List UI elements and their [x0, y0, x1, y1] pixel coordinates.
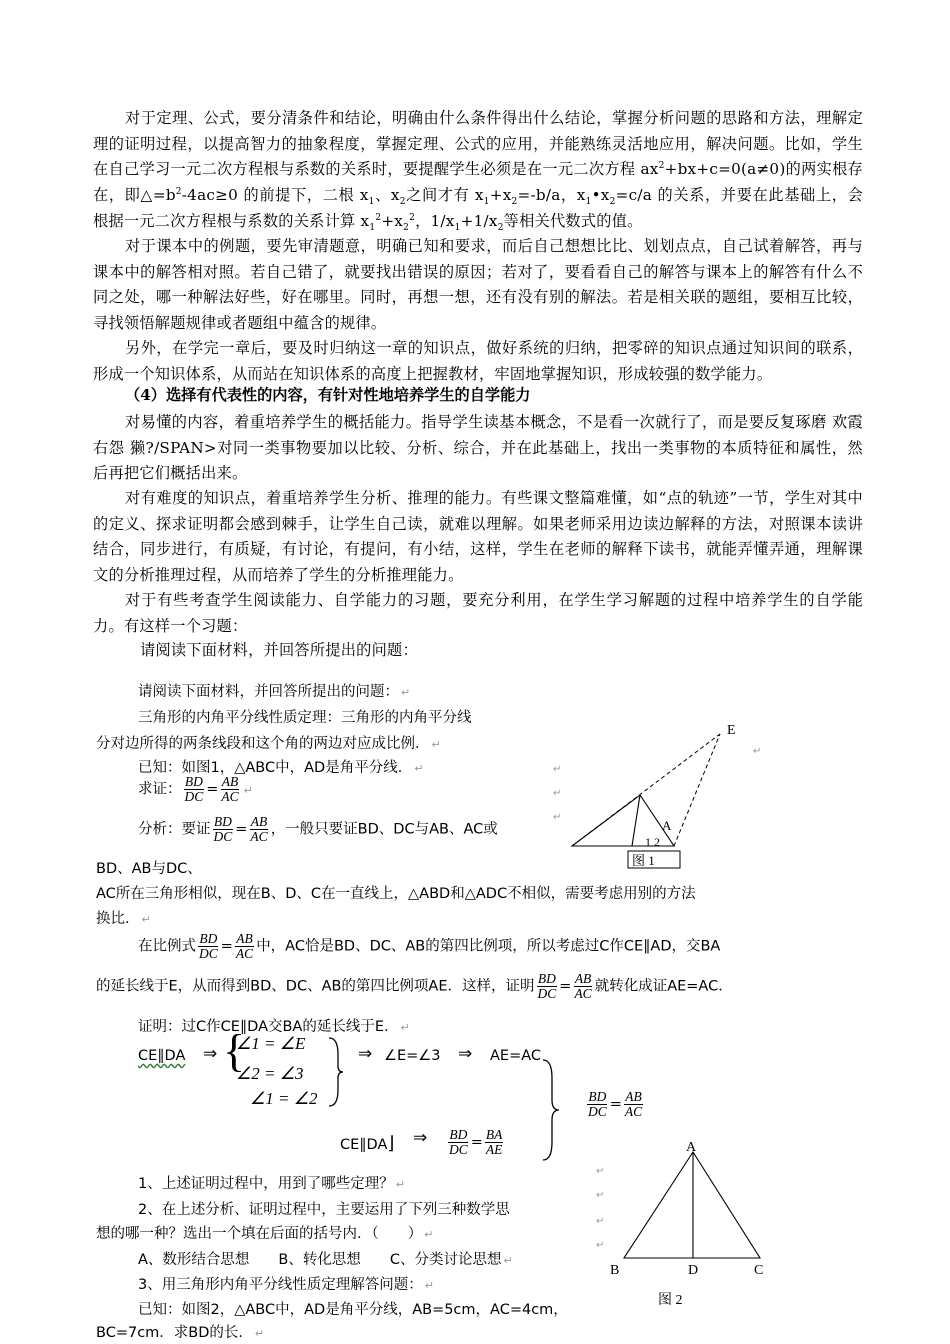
- fig1-return-mark-2: ↵: [553, 788, 562, 799]
- fraction-bd-dc-4: $\frac{BD}{DC}$: [537, 971, 557, 1001]
- fraction-bd-dc: $\frac{BD}{DC}$: [184, 774, 204, 804]
- fig2-label-b: B: [610, 1263, 620, 1278]
- fraction-ab-ac-3: $\frac{AB}{AC}$: [235, 931, 254, 961]
- fraction-ab-ac: $\frac{AB}{AC}$: [221, 774, 239, 804]
- fig2-return-mark-3: ↵: [596, 1216, 605, 1227]
- proof-right-brace: [326, 1036, 344, 1108]
- scan-line-analysis: 分析：要证 $\frac{BD}{DC}$ = $\frac{AB}{AC}$ ，一般只要证BD、DC与AB、AC或: [138, 814, 498, 844]
- fig1-caption: 图 1: [632, 853, 655, 868]
- paragraph-formulas: 对于定理、公式，要分清条件和结论，明确由什么条件得出什么结论，掌握分析问题的思路和方法，理解定理的证明过程，以提高智力的抽象程度，掌握定理、公式的应用，并能熟练灵活地应用，解决问题。比如，学生在自己学习一元二次方程根与系数的关系时，要提醒学生必须是在一元二次方程 $ax^2+bx+c=0(a\ne 0)$的两实根存在，即$\triangle=b^2-4ac\ge 0$ 的前提下，二根 $x_1$、$x_2$之间才有 $x_1+x_2=-b/a$，$x_1•x_2=c/a$ 的关系，并要在此基础上，会根据一元二次方程根与系数的关系计算 $x_1^2+x_2^2$，$1/x_1+1/x_2$等相关代数式的值。: [93, 109, 863, 233]
- section-heading: （4）选择有代表性的内容，有针对性地培养学生的自学能力: [125, 386, 531, 404]
- fraction-ab-ac-5: $\frac{AB}{AC}$: [624, 1089, 643, 1119]
- figure-2: [590, 1138, 780, 1310]
- question-3-given: 已知：如图2，△ABC中，AD是角平分线，AB=5cm，AC=4cm，: [138, 1302, 568, 1318]
- scan-line-theorem-cont: 分对边所得的两条线段和这个角的两边对应成比例． ↵: [96, 736, 441, 752]
- scan-line-analysis-4: 换比． ↵: [96, 911, 151, 927]
- proof-eq-12: ∠1 = ∠2: [250, 1089, 318, 1108]
- fig2-triangle: [624, 1152, 760, 1258]
- scan-line-ratio-2: 的延长线于E，从而得到BD、DC、AB的第四比例项AE．这样，证明 $\frac{BD}{DC}$ = $\frac{AB}{AC}$ 就转化成证AE=AC．: [96, 971, 733, 1001]
- paragraph-exercise-intro: 对于有些考查学生阅读能力、自学能力的习题，要充分利用，在学生学习解题的过程中培养学生的自学能力。有这样一个习题：: [93, 591, 863, 635]
- scan-line-prompt: 请阅读下面材料，并回答所提出的问题： ↵: [138, 684, 411, 700]
- fig1-label-12: 1 2: [645, 835, 660, 849]
- proof-arrow-1: ⇒: [203, 1044, 218, 1063]
- question-2-options: A、数形结合思想 B、转化思想 C、分类讨论思想 ↵: [138, 1252, 513, 1268]
- proof-ce-da: CE∥DA: [138, 1048, 186, 1064]
- question-3: 3、用三角形内角平分线性质定理解答问题： ↵: [138, 1277, 434, 1293]
- fig2-return-mark-2: ↵: [596, 1190, 605, 1201]
- paragraph-read-material: 请阅读下面材料，并回答所提出的问题：: [140, 641, 418, 659]
- proof-ce-da-2: CE∥DA⌋: [340, 1133, 395, 1154]
- proof-ratio-ba-ae: $\frac{BD}{DC}$ = $\frac{BA}{AE}$: [449, 1127, 503, 1157]
- paragraph-hard-content: 对有难度的知识点，着重培养学生分析、推理的能力。有些课文整篇难懂，如“点的轨迹”一节，学生对其中的定义、探求证明都会感到棘手，让学生自己读，就难以理解。如果老师采用边读边解释的方法，对照课本读讲结合，同步进行，有质疑，有讨论，有提问，有小结，这样，学生在老师的解释下读书，就能弄懂弄通，理解课文的分析推理过程，从而培养了学生的分析推理能力。: [93, 489, 863, 585]
- proof-ae-ac: AE=AC: [490, 1048, 542, 1064]
- fig1-bisector: [632, 795, 640, 846]
- fig1-return-mark: ↵: [553, 764, 562, 775]
- fig2-caption: 图 2: [658, 1293, 683, 1308]
- scan-line-theorem: 三角形的内角平分线性质定理：三角形的内角平分线: [138, 710, 472, 726]
- fraction-ab-ac-4: $\frac{AB}{AC}$: [574, 971, 592, 1001]
- fraction-bd-dc-3: $\frac{BD}{DC}$: [199, 931, 218, 961]
- proof-eq-23: ∠2 = ∠3: [236, 1064, 304, 1083]
- fraction-bd-dc-6: $\frac{BD}{DC}$: [449, 1127, 468, 1157]
- proof-conclusion: $\frac{BD}{DC}$ = $\frac{AB}{AC}$: [588, 1089, 643, 1119]
- fig2-label-d: D: [688, 1263, 699, 1278]
- question-2: 2、在上述分析、证明过程中，主要运用了下列三种数学思: [138, 1202, 510, 1218]
- proof-arrow-2: ⇒: [358, 1044, 373, 1063]
- fig2-label-c: C: [754, 1263, 764, 1278]
- proof-arrow-4: ⇒: [413, 1128, 428, 1147]
- scan-line-analysis-3: AC所在三角形相似，现在B、D、C在一直线上，△ABD和△ADC不相似，需要考虑用别的方法: [96, 886, 696, 902]
- fraction-bd-dc-5: $\frac{BD}{DC}$: [588, 1089, 607, 1119]
- fig2-return-mark: ↵: [596, 1166, 605, 1177]
- scan-line-analysis-2: BD、AB与DC、: [96, 861, 202, 877]
- proof-arrow-3: ⇒: [458, 1044, 473, 1063]
- proof-left-brace: {: [223, 1025, 246, 1076]
- question-2-cont: 想的哪一种？选出一个填在后面的括号内．（ ） ↵: [96, 1226, 434, 1242]
- fig1-label-e: E: [727, 723, 736, 738]
- paragraph-examples: 对于课本中的例题，要先审清题意，明确已知和要求，而后自己想想比比、划划点点，自己试着解答，再与课本中的解答相对照。若自己错了，就要找出错误的原因；若对了，要看看自己的解答与课本上的解答有什么不同之处，哪一种解法好些，好在哪里。同时，再想一想，还有没有别的解法。若是相关联的题组，要相互比较，寻找领悟解题规律或者题组中蕴含的规律。: [93, 237, 863, 333]
- paragraph-summary: 另外，在学完一章后，要及时归纳这一章的知识点，做好系统的归纳，把零碎的知识点通过知识间的联系，形成一个知识体系，从而站在知识体系的高度上把握教材，牢固地掌握知识，形成较强的数学能力。: [93, 339, 863, 383]
- scan-line-prove: 求证： $\frac{BD}{DC}$ = $\frac{AB}{AC}$ ↵: [138, 774, 253, 804]
- fraction-ba-ae: $\frac{BA}{AE}$: [485, 1127, 503, 1157]
- question-3-find: BC=7cm．求BD的长． ↵: [96, 1325, 265, 1341]
- proof-angle-e3: ∠E=∠3: [384, 1048, 441, 1064]
- fig1-return-mark-4: ↵: [753, 746, 762, 757]
- figure-1: [540, 712, 780, 880]
- fig1-return-mark-3: ↵: [553, 812, 562, 823]
- paragraph-easy-content: 对易懂的内容，着重培养学生的概括能力。指导学生读基本概念，不是看一次就行了，而是要反复琢磨 欢霞右怨 獭?/SPAN>对同一类事物要加以比较、分析、综合，并在此基础上，找出一类事物的本质特征和属性，然后再把它们概括出来。: [93, 413, 863, 483]
- fig2-return-mark-4: ↵: [596, 1240, 605, 1251]
- proof-big-brace: [540, 1058, 562, 1162]
- scan-line-ratio: 在比例式 $\frac{BD}{DC}$ = $\frac{AB}{AC}$ 中，AC恰是BD、DC、AB的第四比例项，所以考虑过C作CE∥AD，交BA: [138, 931, 721, 961]
- fraction-bd-dc-2: $\frac{BD}{DC}$: [213, 814, 233, 844]
- fraction-ab-ac-2: $\frac{AB}{AC}$: [250, 814, 268, 844]
- scan-line-given: 已知：如图1，△ABC中，AD是角平分线． ↵: [138, 760, 424, 776]
- fig2-label-a: A: [686, 1140, 697, 1155]
- fig1-label-a: A: [662, 818, 672, 833]
- question-1: 1、上述证明过程中，用到了哪些定理？ ↵: [138, 1176, 405, 1192]
- proof-eq-1E: ∠1 = ∠E: [236, 1034, 306, 1053]
- scan-line-proof: 证明：过C作CE∥DA交BA的延长线于E． ↵: [138, 1019, 410, 1035]
